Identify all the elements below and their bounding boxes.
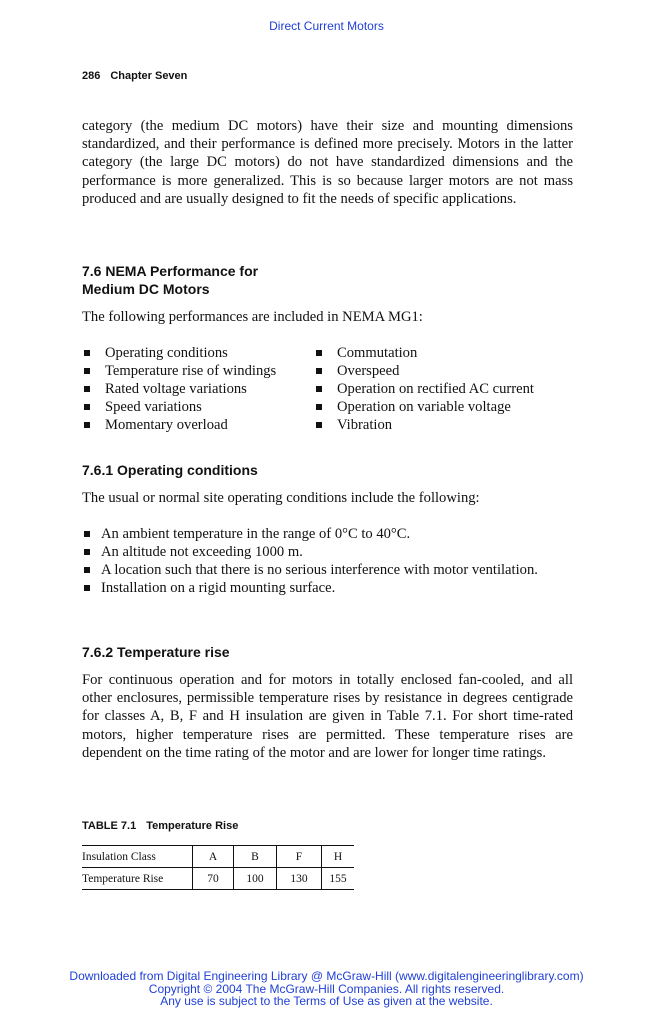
table-row xyxy=(82,868,354,890)
table-cell: F xyxy=(277,846,322,868)
table-cell: 70 xyxy=(193,868,234,890)
square-bullet-icon xyxy=(84,386,90,392)
intro-paragraph: category (the medium DC motors) have their size and mounting dimensions standardized, and their performance is defined more precisely. Motors in the latter category (the large DC motors) do not have standardized dimensions and the performance is more generalized. This is so because larger motors are not mass produced and are usually designed to fit the needs of specific applications. xyxy=(82,118,573,207)
square-bullet-icon xyxy=(316,350,322,356)
list-item: Commutation xyxy=(314,344,534,362)
section-7-6-1-heading: 7.6.1 Operating conditions xyxy=(82,462,258,478)
square-bullet-icon xyxy=(84,585,90,591)
performance-list-right xyxy=(314,344,534,434)
table-cell: B xyxy=(234,846,277,868)
section-7-6-2-paragraph: For continuous operation and for motors in totally enclosed fan-cooled, and all other enclosures, permissible temperature rises by resistance in degrees centigrade for classes A, B, F and H insulation are given in Table 7.1. For short time-rated motors, higher temperature rises are permitted. These temperature rises are dependent on the time rating of the motor and are lower for longer time ratings. xyxy=(82,672,573,761)
square-bullet-icon xyxy=(84,422,90,428)
list-item: Vibration xyxy=(314,416,534,434)
list-item: Installation on a rigid mounting surface. xyxy=(82,579,573,597)
footer-download-link[interactable]: Downloaded from Digital Engineering Library @ McGraw-Hill (www.digitalengineeringlibrary.com) xyxy=(69,969,584,983)
operating-conditions-list xyxy=(82,525,573,597)
list-item: Operating conditions xyxy=(82,344,276,362)
square-bullet-icon xyxy=(84,350,90,356)
square-bullet-icon xyxy=(84,549,90,555)
table-cell: Insulation Class xyxy=(82,846,193,868)
list-item: A location such that there is no serious interference with motor ventilation. xyxy=(82,561,573,579)
table-cell: Temperature Rise xyxy=(82,872,164,885)
table-title: Temperature Rise xyxy=(146,820,239,832)
list-item: Temperature rise of windings xyxy=(82,362,276,380)
list-item: An ambient temperature in the range of 0°C to 40°C. xyxy=(82,525,573,543)
list-item: Momentary overload xyxy=(82,416,276,434)
table-header-row xyxy=(82,846,354,868)
footer-terms: Any use is subject to the Terms of Use as given at the website. xyxy=(160,994,493,1008)
temperature-rise-table xyxy=(82,845,354,890)
table-cell: A xyxy=(193,846,234,868)
square-bullet-icon xyxy=(316,422,322,428)
square-bullet-icon xyxy=(316,368,322,374)
section-7-6-1-intro: The usual or normal site operating conditions include the following: xyxy=(82,490,480,506)
square-bullet-icon xyxy=(84,404,90,410)
chapter-title: Chapter Seven xyxy=(110,70,188,82)
square-bullet-icon xyxy=(316,386,322,392)
list-item: Speed variations xyxy=(82,398,276,416)
performance-list-left xyxy=(82,344,276,434)
square-bullet-icon xyxy=(84,567,90,573)
footer-copyright: Copyright © 2004 The McGraw-Hill Companies. All rights reserved. xyxy=(148,981,505,996)
top-link[interactable]: Direct Current Motors xyxy=(269,19,384,33)
section-7-6-2-heading: 7.6.2 Temperature rise xyxy=(82,644,230,660)
section-7-6-intro: The following performances are included in NEMA MG1: xyxy=(82,309,423,325)
section-7-6-heading-line2: Medium DC Motors xyxy=(82,281,210,297)
square-bullet-icon xyxy=(84,531,90,537)
table-caption xyxy=(82,820,238,832)
list-item: Overspeed xyxy=(314,362,534,380)
running-head xyxy=(82,70,187,82)
list-item: An altitude not exceeding 1000 m. xyxy=(82,543,573,561)
table-cell: 155 xyxy=(322,868,355,890)
section-7-6-heading xyxy=(82,262,258,298)
page-number: 286 xyxy=(82,70,101,82)
table-cell: 130 xyxy=(277,868,322,890)
list-item: Rated voltage variations xyxy=(82,380,276,398)
list-item: Operation on variable voltage xyxy=(314,398,534,416)
table-cell: 100 xyxy=(234,868,277,890)
table-label: TABLE 7.1 xyxy=(82,820,137,832)
footer-notice xyxy=(0,970,653,1008)
square-bullet-icon xyxy=(316,404,322,410)
list-item: Operation on rectified AC current xyxy=(314,380,534,398)
table-cell: H xyxy=(322,846,355,868)
section-7-6-heading-line1: 7.6 NEMA Performance for xyxy=(82,263,259,279)
square-bullet-icon xyxy=(84,368,90,374)
